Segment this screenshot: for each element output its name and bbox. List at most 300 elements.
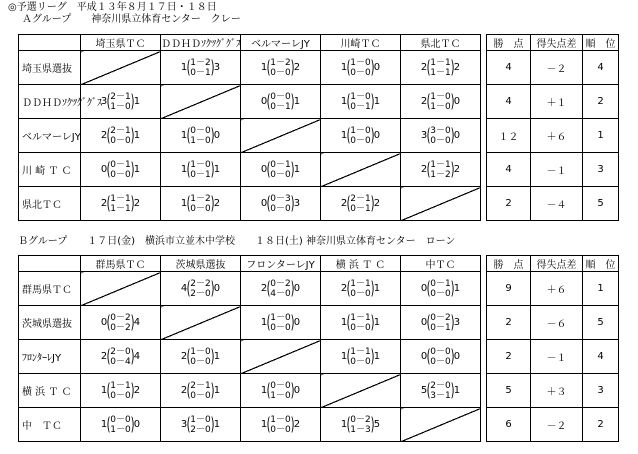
score-right: 2 <box>373 198 381 209</box>
score-left: 2 <box>420 62 428 73</box>
first-half: 1－2 <box>270 57 291 68</box>
score-right: 5 <box>373 419 381 430</box>
second-half: 0－0 <box>350 135 371 146</box>
column-header: 中ＴＣ <box>401 256 481 272</box>
match-result <box>241 408 321 442</box>
score-right: 2 <box>453 164 461 175</box>
bracket-open: ( <box>266 277 271 299</box>
second-half: 1－1 <box>110 203 131 214</box>
half-scores <box>430 160 450 180</box>
half-scores <box>350 126 370 146</box>
second-half: 0－1 <box>430 322 451 333</box>
second-half: 1－0 <box>110 101 131 112</box>
table-row <box>19 272 619 306</box>
score <box>101 313 140 333</box>
bracket-close: ) <box>370 56 375 78</box>
second-half: 0－1 <box>190 67 211 78</box>
second-half: 1－2 <box>430 169 451 180</box>
half-scores <box>430 381 450 401</box>
bracket-close: ) <box>210 277 215 299</box>
score <box>421 313 460 333</box>
half-scores <box>270 194 290 214</box>
column-header: ベルマーレJY <box>241 35 321 51</box>
score-right: 1 <box>373 283 381 294</box>
points: 2 <box>487 306 531 340</box>
score-right: 4 <box>133 351 141 362</box>
match-result <box>161 408 241 442</box>
match-result <box>321 272 401 306</box>
half-scores <box>190 347 210 367</box>
match-result <box>401 119 481 153</box>
score-right: 0 <box>133 419 141 430</box>
bracket-open: ( <box>346 56 351 78</box>
match-result <box>241 51 321 85</box>
rank: 5 <box>583 306 619 340</box>
half-scores <box>350 313 370 333</box>
bracket-open: ( <box>426 56 431 78</box>
match-result <box>241 187 321 221</box>
bracket-close: ) <box>450 277 455 299</box>
match-result <box>161 374 241 408</box>
half-scores <box>270 381 290 401</box>
first-half: 2－1 <box>190 380 211 391</box>
score-left: 2 <box>100 198 108 209</box>
diagonal-cell <box>241 119 321 153</box>
score <box>421 279 460 299</box>
match-result <box>81 187 161 221</box>
bracket-open: ( <box>186 192 191 214</box>
second-half: 2－0 <box>190 288 211 299</box>
score <box>101 160 140 180</box>
bracket-open: ( <box>106 158 111 180</box>
bracket-open: ( <box>106 311 111 333</box>
team-name: 群馬県ＴＣ <box>19 272 81 306</box>
diagonal-cell <box>81 51 161 85</box>
bracket-open: ( <box>346 311 351 333</box>
match-result <box>321 51 401 85</box>
bracket-close: ) <box>290 56 295 78</box>
score-left: 1 <box>340 96 348 107</box>
score-right: 1 <box>133 164 141 175</box>
score-left: 1 <box>260 419 268 430</box>
score <box>341 313 380 333</box>
score <box>261 92 300 112</box>
team-name: 県北ＴＣ <box>19 187 81 221</box>
bracket-close: ) <box>130 379 135 401</box>
second-half: 1－0 <box>430 101 451 112</box>
match-result <box>321 408 401 442</box>
score <box>341 347 380 367</box>
bracket-open: ( <box>426 311 431 333</box>
first-half: 0－0 <box>270 380 291 391</box>
bracket-open: ( <box>266 379 271 401</box>
half-scores <box>430 126 450 146</box>
points: 4 <box>487 85 531 119</box>
score-right: 0 <box>213 130 221 141</box>
second-half: 2－0 <box>190 424 211 435</box>
score-left: 2 <box>420 96 428 107</box>
match-result <box>81 306 161 340</box>
score <box>181 415 220 435</box>
score-left: 3 <box>100 96 108 107</box>
first-half: 2－0 <box>430 380 451 391</box>
second-half: 0－4 <box>110 356 131 367</box>
first-half: 1－0 <box>190 159 211 170</box>
score-left: 1 <box>260 317 268 328</box>
team-name: 川 崎 Ｔ Ｃ <box>19 153 81 187</box>
bracket-open: ( <box>266 413 271 435</box>
first-half: 1－2 <box>190 193 211 204</box>
corner-cell <box>19 256 81 272</box>
match-result <box>161 272 241 306</box>
first-half: 1－0 <box>270 312 291 323</box>
first-half: 0－1 <box>430 278 451 289</box>
score-left: 1 <box>100 385 108 396</box>
rank: 2 <box>583 85 619 119</box>
second-half: 1－0 <box>110 424 131 435</box>
half-scores <box>270 160 290 180</box>
score-left: 1 <box>180 62 188 73</box>
first-half: 3－0 <box>430 125 451 136</box>
score-left: 0 <box>260 164 268 175</box>
first-half: 1－1 <box>350 346 371 357</box>
first-half: 0－2 <box>430 312 451 323</box>
score <box>101 415 140 435</box>
score-right: 1 <box>293 164 301 175</box>
column-header: 埼玉県ＴＣ <box>81 35 161 51</box>
table-row <box>19 374 619 408</box>
column-header: 横 浜 Ｔ Ｃ <box>321 256 401 272</box>
second-half: 0－0 <box>270 67 291 78</box>
score-left: 3 <box>180 419 188 430</box>
bracket-close: ) <box>130 90 135 112</box>
first-half: 1－0 <box>190 346 211 357</box>
score-left: 1 <box>100 419 108 430</box>
team-name: 中 ＴＣ <box>19 408 81 442</box>
points: 4 <box>487 153 531 187</box>
score-right: 2 <box>133 198 141 209</box>
match-result <box>81 408 161 442</box>
bracket-open: ( <box>266 158 271 180</box>
score-right: 3 <box>453 317 461 328</box>
bracket-open: ( <box>426 379 431 401</box>
rank: 3 <box>583 153 619 187</box>
first-half: 1－0 <box>270 414 291 425</box>
half-scores <box>270 279 290 299</box>
first-half: 1－1 <box>350 312 371 323</box>
points: 2 <box>487 340 531 374</box>
half-scores <box>430 347 450 367</box>
first-half: 1－1 <box>350 278 371 289</box>
diagonal-cell <box>161 85 241 119</box>
score <box>341 279 380 299</box>
score-left: 2 <box>420 164 428 175</box>
first-half: 1－0 <box>190 414 211 425</box>
score <box>341 415 380 435</box>
bracket-close: ) <box>370 192 375 214</box>
match-result <box>401 340 481 374</box>
goal-difference: －１ <box>531 153 583 187</box>
bracket-close: ) <box>210 158 215 180</box>
column-header: 得失点差 <box>531 256 583 272</box>
score-left: 1 <box>180 164 188 175</box>
bracket-open: ( <box>346 192 351 214</box>
score-right: 1 <box>373 96 381 107</box>
score-left: 2 <box>340 198 348 209</box>
bracket-close: ) <box>370 345 375 367</box>
bracket-close: ) <box>450 158 455 180</box>
second-half: 0－0 <box>350 322 371 333</box>
team-name: ＤＤＨＤｿｸﾂｸﾞｸﾞｽ <box>19 85 81 119</box>
column-header: 得失点差 <box>531 35 583 51</box>
second-half: 0－0 <box>430 288 451 299</box>
score-left: 1 <box>180 198 188 209</box>
score-left: 1 <box>340 351 348 362</box>
half-scores <box>350 347 370 367</box>
first-half: 0－2 <box>110 312 131 323</box>
second-half: 0－0 <box>430 135 451 146</box>
score <box>101 92 140 112</box>
second-half: 0－0 <box>270 203 291 214</box>
diagonal-cell <box>321 374 401 408</box>
second-half: 0－0 <box>270 322 291 333</box>
bracket-close: ) <box>290 277 295 299</box>
bracket-open: ( <box>346 345 351 367</box>
score <box>421 126 460 146</box>
column-header: 県北ＴＣ <box>401 35 481 51</box>
bracket-close: ) <box>130 311 135 333</box>
second-half: 0－0 <box>190 356 211 367</box>
first-half: 0－2 <box>350 414 371 425</box>
score-left: 1 <box>340 62 348 73</box>
score-left: 2 <box>100 351 108 362</box>
group-a-table <box>18 34 619 221</box>
bracket-close: ) <box>370 311 375 333</box>
bracket-open: ( <box>426 124 431 146</box>
score-right: 1 <box>373 317 381 328</box>
half-scores <box>430 58 450 78</box>
points: 5 <box>487 374 531 408</box>
bracket-open: ( <box>106 345 111 367</box>
bracket-close: ) <box>450 124 455 146</box>
bracket-close: ) <box>290 90 295 112</box>
bracket-open: ( <box>186 56 191 78</box>
column-header: 群馬県ＴＣ <box>81 256 161 272</box>
bracket-open: ( <box>266 90 271 112</box>
bracket-open: ( <box>426 158 431 180</box>
bracket-open: ( <box>186 158 191 180</box>
match-result <box>321 340 401 374</box>
goal-difference: －６ <box>531 306 583 340</box>
header-line2: Ａグループ 神奈川県立体育センター クレー <box>22 14 241 25</box>
header-line3: Ｂグループ １７日(金) 横浜市立並木中学校 １８日(土) 神奈川県立体育センター ローン <box>18 236 456 247</box>
bracket-open: ( <box>186 379 191 401</box>
score-right: 2 <box>293 62 301 73</box>
table-row <box>19 340 619 374</box>
second-half: 0－1 <box>350 203 371 214</box>
score <box>101 126 140 146</box>
score-right: 1 <box>213 419 221 430</box>
score-right: 4 <box>133 317 141 328</box>
team-name: ﾌﾛﾝﾀｰﾚJY <box>19 340 81 374</box>
match-result <box>241 85 321 119</box>
score-left: 1 <box>340 130 348 141</box>
bracket-open: ( <box>106 90 111 112</box>
first-half: 1－0 <box>350 125 371 136</box>
match-result <box>161 119 241 153</box>
second-half: 0－0 <box>350 67 371 78</box>
half-scores <box>190 381 210 401</box>
score-left: 2 <box>100 130 108 141</box>
score <box>421 92 460 112</box>
score-right: 0 <box>373 62 381 73</box>
score <box>421 160 460 180</box>
second-half: 0－0 <box>350 356 371 367</box>
team-name: ベルマーレJY <box>19 119 81 153</box>
score <box>261 160 300 180</box>
score-right: 3 <box>213 62 221 73</box>
match-result <box>241 153 321 187</box>
goal-difference: ＋１ <box>531 85 583 119</box>
half-scores <box>270 313 290 333</box>
bracket-close: ) <box>290 311 295 333</box>
score <box>421 58 460 78</box>
match-result <box>401 272 481 306</box>
first-half: 2－0 <box>110 346 131 357</box>
score <box>261 381 300 401</box>
bracket-close: ) <box>370 413 375 435</box>
score-right: 0 <box>373 130 381 141</box>
bracket-close: ) <box>130 124 135 146</box>
half-scores <box>270 58 290 78</box>
score-left: 5 <box>420 385 428 396</box>
first-half: 1－1 <box>430 159 451 170</box>
match-result <box>401 374 481 408</box>
match-result <box>161 153 241 187</box>
score <box>341 194 380 214</box>
score-left: 1 <box>260 385 268 396</box>
bracket-close: ) <box>370 124 375 146</box>
bracket-close: ) <box>130 413 135 435</box>
header-line1: ◎予選リーグ 平成１３年８月１７日・１８日 <box>8 2 217 13</box>
rank: 3 <box>583 374 619 408</box>
match-result <box>81 374 161 408</box>
table-row <box>19 153 619 187</box>
first-half: 1－0 <box>350 91 371 102</box>
column-header: ＤＤＨＤｿｸﾂｸﾞｸﾞｽ <box>161 35 241 51</box>
score-right: 0 <box>293 385 301 396</box>
score <box>181 381 220 401</box>
match-result <box>241 306 321 340</box>
score-right: 1 <box>373 351 381 362</box>
table-row <box>19 408 619 442</box>
score-right: 1 <box>213 385 221 396</box>
second-half: 0－0 <box>350 288 371 299</box>
score <box>181 126 220 146</box>
first-half: 1－0 <box>430 91 451 102</box>
half-scores <box>430 279 450 299</box>
first-half: 2－1 <box>110 91 131 102</box>
score <box>261 415 300 435</box>
bracket-open: ( <box>106 379 111 401</box>
second-half: 0－1 <box>350 101 371 112</box>
score-left: 0 <box>420 317 428 328</box>
goal-difference: －２ <box>531 51 583 85</box>
bracket-open: ( <box>346 90 351 112</box>
bracket-close: ) <box>370 90 375 112</box>
match-result <box>401 51 481 85</box>
table-row <box>19 51 619 85</box>
score-left: 2 <box>260 283 268 294</box>
half-scores <box>430 92 450 112</box>
half-scores <box>350 279 370 299</box>
first-half: 0－0 <box>110 414 131 425</box>
half-scores <box>110 347 130 367</box>
column-header: フロンターレJY <box>241 256 321 272</box>
match-result <box>321 187 401 221</box>
table-row <box>19 306 619 340</box>
goal-difference: －２ <box>531 408 583 442</box>
match-result <box>161 187 241 221</box>
score-left: 1 <box>340 317 348 328</box>
second-half: 0－0 <box>110 135 131 146</box>
first-half: 2－1 <box>350 193 371 204</box>
bracket-close: ) <box>210 192 215 214</box>
second-half: 1－1 <box>430 67 451 78</box>
bracket-open: ( <box>266 311 271 333</box>
bracket-open: ( <box>106 413 111 435</box>
second-half: 0－0 <box>430 356 451 367</box>
diagonal-cell <box>401 187 481 221</box>
bracket-close: ) <box>130 192 135 214</box>
first-half: 0－3 <box>270 193 291 204</box>
points: 2 <box>487 187 531 221</box>
second-half: 0－0 <box>270 169 291 180</box>
bracket-open: ( <box>426 90 431 112</box>
bracket-open: ( <box>186 277 191 299</box>
score-left: 1 <box>260 62 268 73</box>
score-right: 1 <box>453 283 461 294</box>
score-left: 3 <box>420 130 428 141</box>
first-half: 1－1 <box>430 57 451 68</box>
score-right: 0 <box>453 96 461 107</box>
diagonal-cell <box>81 272 161 306</box>
score <box>181 194 220 214</box>
second-half: 0－0 <box>270 424 291 435</box>
score <box>261 194 300 214</box>
match-result <box>401 153 481 187</box>
bracket-open: ( <box>346 277 351 299</box>
match-result <box>81 340 161 374</box>
second-half: 0－0 <box>110 390 131 401</box>
bracket-open: ( <box>266 56 271 78</box>
first-half: 0－0 <box>430 346 451 357</box>
half-scores <box>270 415 290 435</box>
team-name: 埼玉県選抜 <box>19 51 81 85</box>
table-row <box>19 85 619 119</box>
score-right: 2 <box>133 385 141 396</box>
score <box>181 160 220 180</box>
score-left: 0 <box>420 351 428 362</box>
score-right: 0 <box>213 283 221 294</box>
match-result <box>321 119 401 153</box>
half-scores <box>350 194 370 214</box>
match-result <box>401 306 481 340</box>
bracket-open: ( <box>346 413 351 435</box>
bracket-close: ) <box>290 192 295 214</box>
score-left: 4 <box>180 283 188 294</box>
second-half: 3－1 <box>430 390 451 401</box>
